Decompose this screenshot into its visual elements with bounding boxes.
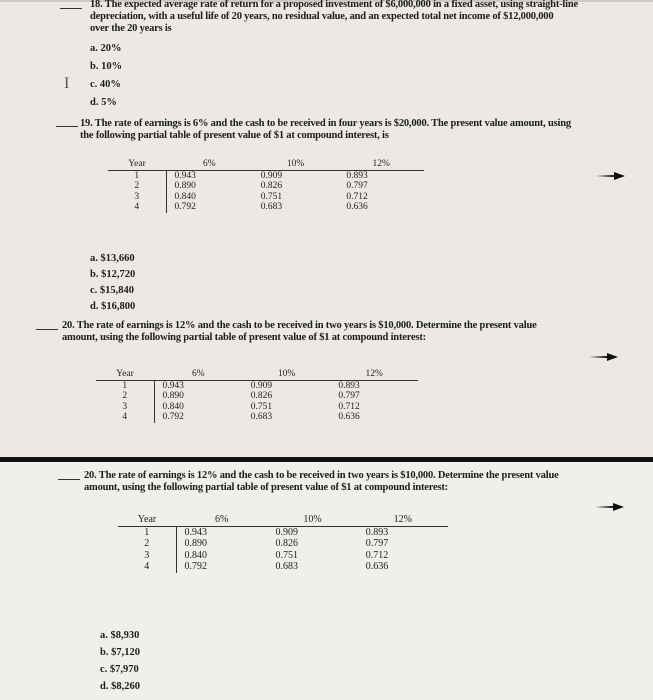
question-18-line1: 18. The expected average rate of return for a proposed investment of $6,000,000 in a fixed asset, using straight-line [90,0,578,10]
q19-option-a: a. $13,660 [90,253,135,264]
value-cell: 0.840 [184,549,207,561]
q18-option-b: b. 10% [90,61,123,72]
table-row [118,550,448,562]
value-cell: 0.712 [365,549,389,561]
question-20-line2: amount, using the following partial table of present value of $1 at compound interest: [84,482,448,493]
pv-table-q20-top [96,369,418,423]
year-cell: 1 [108,170,166,181]
pv-header-year: Year [118,514,176,526]
question-20-line1: 20. The rate of earnings is 12% and the cash to be received in two years is $10,000. Determine the present value [84,470,559,481]
value-cell: 0.792 [174,202,196,212]
pv-header-6: 6% [154,369,243,380]
value-cell: 0.890 [174,181,196,191]
value-cell: 0.636 [365,561,389,572]
value-cell: 0.893 [346,170,368,181]
value-cell: 0.909 [260,170,283,181]
pv-header-12: 12% [330,369,418,380]
pointer-arrow-icon [595,502,625,512]
value-cell: 0.943 [184,526,207,538]
question-20-line1: 20. The rate of earnings is 12% and the cash to be received in two years is $10,000. Determine the present value [62,320,537,331]
table-row [96,391,418,402]
answer-blank-19[interactable] [56,126,78,127]
value-cell: 0.943 [162,380,184,391]
value-cell: 0.797 [365,538,389,549]
q19-option-b: b. $12,720 [90,269,136,280]
table-row [118,561,448,573]
pv-header-10: 10% [253,159,339,170]
value-cell: 0.909 [250,380,273,391]
year-cell: 2 [108,181,166,192]
question-20-top [62,320,647,344]
question-19-line1: 19. The rate of earnings is 6% and the cash to be received in four years is $20,000. The present value amount, using [80,118,571,129]
value-cell: 0.893 [365,526,389,538]
table-row [96,402,418,413]
value-cell: 0.683 [250,412,273,422]
year-cell: 3 [118,550,176,562]
year-cell: 4 [96,412,154,423]
question-19-line2: the following partial table of present value of $1 at compound interest, is [80,130,389,141]
year-cell: 1 [96,380,154,391]
q18-option-c: c. 40% [90,79,121,90]
answer-blank-18[interactable] [60,8,82,9]
table-row [108,170,424,181]
pv-header-year: Year [108,159,166,170]
question-19 [80,118,650,142]
pv-header-6: 6% [176,514,267,526]
value-cell: 0.797 [346,181,368,191]
value-cell: 0.909 [275,526,298,538]
value-cell: 0.840 [162,401,184,412]
year-cell: 3 [96,402,154,413]
bottom-photo-panel [0,462,653,700]
q20-option-b: b. $7,120 [100,647,140,658]
q20-option-c: c. $7,970 [100,664,139,675]
q20-option-a: a. $8,930 [100,630,140,641]
value-cell: 0.890 [184,538,207,549]
table-row [108,202,424,213]
table-row [96,380,418,391]
value-cell: 0.636 [338,412,360,422]
pv-table-q20 [118,514,448,573]
text-cursor-icon: I [64,75,70,92]
value-cell: 0.826 [260,181,283,191]
pv-header-12: 12% [358,514,448,526]
year-cell: 1 [118,526,176,538]
question-20 [84,470,649,494]
year-cell: 2 [118,538,176,550]
value-cell: 0.840 [174,191,196,202]
pv-header-6: 6% [166,159,253,170]
value-cell: 0.826 [250,391,273,401]
q20-option-d: d. $8,260 [100,681,140,692]
year-cell: 2 [96,391,154,402]
value-cell: 0.893 [338,380,360,391]
year-cell: 4 [118,561,176,573]
question-20-line2: amount, using the following partial table of present value of $1 at compound interest: [62,332,426,343]
question-18-line3: over the 20 years is [90,23,172,34]
value-cell: 0.683 [260,202,283,212]
table-row [118,538,448,550]
table-row [118,526,448,538]
pointer-arrow-icon [596,171,626,181]
value-cell: 0.797 [338,391,360,401]
q19-option-d: d. $16,800 [90,301,136,312]
value-cell: 0.636 [346,202,368,212]
pv-table-q19 [108,159,424,213]
table-row [96,412,418,423]
value-cell: 0.792 [184,561,207,572]
table-row [108,192,424,203]
pointer-arrow-icon [589,352,619,362]
value-cell: 0.751 [250,401,273,412]
value-cell: 0.683 [275,561,298,572]
answer-blank-20[interactable] [58,479,80,480]
pv-header-year: Year [96,369,154,380]
value-cell: 0.712 [338,401,360,412]
pv-header-10: 10% [267,514,357,526]
value-cell: 0.751 [275,549,298,561]
q18-option-a: a. 20% [90,43,122,54]
year-cell: 4 [108,202,166,213]
table-row [108,181,424,192]
value-cell: 0.826 [275,538,298,549]
q18-option-d: d. 5% [90,97,117,108]
question-18-line2: depreciation, with a useful life of 20 years, no residual value, and an expected total net income of $12,000,000 [90,11,554,22]
value-cell: 0.943 [174,170,196,181]
pv-header-12: 12% [338,159,424,170]
value-cell: 0.712 [346,191,368,202]
answer-blank-20-top[interactable] [36,329,58,330]
pv-header-10: 10% [243,369,331,380]
q19-option-c: c. $15,840 [90,285,135,296]
value-cell: 0.792 [162,412,184,422]
year-cell: 3 [108,192,166,203]
question-18 [90,0,650,35]
value-cell: 0.890 [162,391,184,401]
value-cell: 0.751 [260,191,283,202]
